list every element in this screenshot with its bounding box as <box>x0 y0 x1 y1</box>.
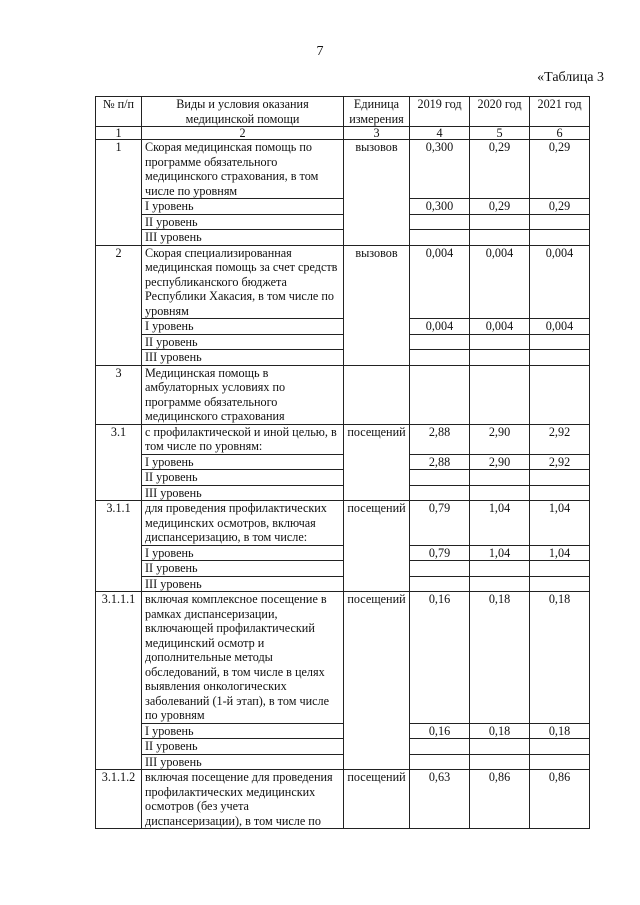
header-row <box>96 97 590 127</box>
value-2019 <box>410 350 470 366</box>
unit-cell: посещений <box>344 770 410 829</box>
value-2019: 0,79 <box>410 501 470 546</box>
value-2020 <box>470 485 530 501</box>
care-type-text: для проведения профилактических медицинских осмотров, включая диспансеризацию, в том числе: <box>142 501 344 546</box>
table-caption: «Таблица 3 <box>537 70 604 85</box>
header-unit: Единица измерения <box>344 97 410 127</box>
value-2021 <box>530 576 590 592</box>
care-type-text: Скорая медицинская помощь по программе обязательного медицинского страхования, в том числе по уровням <box>142 140 344 199</box>
value-2019 <box>410 561 470 577</box>
value-2021 <box>530 754 590 770</box>
value-2021 <box>530 334 590 350</box>
value-2021: 0,86 <box>530 770 590 829</box>
level-row <box>96 230 590 246</box>
value-2021: 2,92 <box>530 454 590 470</box>
level-row <box>96 319 590 335</box>
level-label: II уровень <box>142 214 344 230</box>
level-row <box>96 214 590 230</box>
value-2020 <box>470 214 530 230</box>
value-2020: 0,86 <box>470 770 530 829</box>
value-2020 <box>470 334 530 350</box>
value-2020 <box>470 470 530 486</box>
value-2021 <box>530 230 590 246</box>
level-label: I уровень <box>142 454 344 470</box>
value-2021: 0,004 <box>530 245 590 319</box>
value-2020: 0,004 <box>470 245 530 319</box>
value-2019 <box>410 739 470 755</box>
row-number: 2 <box>96 245 142 365</box>
unit-cell: вызовов <box>344 140 410 246</box>
value-2019: 0,16 <box>410 723 470 739</box>
value-2019: 0,300 <box>410 199 470 215</box>
column-numbering-row <box>96 127 590 140</box>
level-row <box>96 545 590 561</box>
value-2019: 0,004 <box>410 245 470 319</box>
value-2020: 1,04 <box>470 501 530 546</box>
column-index: 4 <box>410 127 470 140</box>
level-row <box>96 470 590 486</box>
value-2019: 2,88 <box>410 454 470 470</box>
level-row <box>96 739 590 755</box>
value-2021 <box>530 365 590 424</box>
value-2021 <box>530 470 590 486</box>
value-2021 <box>530 214 590 230</box>
level-row <box>96 754 590 770</box>
volume-table <box>95 96 590 829</box>
column-index: 2 <box>142 127 344 140</box>
level-label: III уровень <box>142 485 344 501</box>
level-label: II уровень <box>142 470 344 486</box>
level-label: I уровень <box>142 545 344 561</box>
column-index: 5 <box>470 127 530 140</box>
row-number: 1 <box>96 140 142 246</box>
value-2019: 2,88 <box>410 424 470 454</box>
value-2021: 2,92 <box>530 424 590 454</box>
value-2020: 0,004 <box>470 319 530 335</box>
value-2020 <box>470 576 530 592</box>
table-row <box>96 501 590 546</box>
unit-cell: вызовов <box>344 245 410 365</box>
header-2019: 2019 год <box>410 97 470 127</box>
level-label: I уровень <box>142 199 344 215</box>
level-label: III уровень <box>142 350 344 366</box>
value-2019: 0,63 <box>410 770 470 829</box>
value-2020: 0,29 <box>470 140 530 199</box>
level-label: I уровень <box>142 319 344 335</box>
level-row <box>96 454 590 470</box>
unit-cell: посещений <box>344 501 410 592</box>
row-number: 3 <box>96 365 142 424</box>
level-row <box>96 485 590 501</box>
value-2021 <box>530 485 590 501</box>
value-2020 <box>470 561 530 577</box>
row-number: 3.1.1 <box>96 501 142 592</box>
value-2019 <box>410 470 470 486</box>
value-2020 <box>470 350 530 366</box>
column-index: 1 <box>96 127 142 140</box>
value-2021: 1,04 <box>530 545 590 561</box>
value-2021: 0,18 <box>530 723 590 739</box>
level-row <box>96 199 590 215</box>
table-row <box>96 140 590 199</box>
value-2021 <box>530 350 590 366</box>
row-number: 3.1.1.2 <box>96 770 142 829</box>
value-2019 <box>410 230 470 246</box>
table-row <box>96 424 590 454</box>
page-number: 7 <box>316 44 324 59</box>
value-2020: 1,04 <box>470 545 530 561</box>
value-2020 <box>470 365 530 424</box>
care-type-text: включая комплексное посещение в рамках диспансеризации, включающей профилактический медицинский осмотр и дополнительные методы обследований, в том числе в целях выявления онкологических заболеваний (1-й этап), в том числе по уровням <box>142 592 344 724</box>
value-2020 <box>470 754 530 770</box>
row-number: 3.1.1.1 <box>96 592 142 770</box>
level-label: II уровень <box>142 739 344 755</box>
value-2019: 0,16 <box>410 592 470 724</box>
header-care-type: Виды и условия оказания медицинской помощи <box>142 97 344 127</box>
table-row <box>96 592 590 724</box>
column-index: 6 <box>530 127 590 140</box>
care-type-text: Медицинская помощь в амбулаторных условиях по программе обязательного медицинского страхования <box>142 365 344 424</box>
level-label: II уровень <box>142 334 344 350</box>
level-label: III уровень <box>142 754 344 770</box>
value-2021: 0,29 <box>530 140 590 199</box>
care-type-text: с профилактической и иной целью, в том числе по уровням: <box>142 424 344 454</box>
value-2020 <box>470 230 530 246</box>
header-2020: 2020 год <box>470 97 530 127</box>
care-type-text: Скорая специализированная медицинская помощь за счет средств республиканского бюджета Республики Хакасия, в том числе по уровням <box>142 245 344 319</box>
header-number: № п/п <box>96 97 142 127</box>
unit-cell <box>344 365 410 424</box>
value-2019 <box>410 214 470 230</box>
level-label: III уровень <box>142 576 344 592</box>
row-number: 3.1 <box>96 424 142 501</box>
level-label: I уровень <box>142 723 344 739</box>
value-2020 <box>470 739 530 755</box>
value-2019 <box>410 365 470 424</box>
value-2019 <box>410 334 470 350</box>
header-2021: 2021 год <box>530 97 590 127</box>
table-row <box>96 770 590 829</box>
unit-cell: посещений <box>344 592 410 770</box>
table-row <box>96 365 590 424</box>
value-2020: 0,18 <box>470 723 530 739</box>
level-row <box>96 576 590 592</box>
level-label: III уровень <box>142 230 344 246</box>
value-2021: 0,18 <box>530 592 590 724</box>
value-2019 <box>410 485 470 501</box>
value-2019: 0,300 <box>410 140 470 199</box>
level-row <box>96 561 590 577</box>
value-2020: 2,90 <box>470 424 530 454</box>
value-2020: 0,29 <box>470 199 530 215</box>
value-2020: 0,18 <box>470 592 530 724</box>
table-row <box>96 245 590 319</box>
value-2019 <box>410 754 470 770</box>
value-2021: 1,04 <box>530 501 590 546</box>
level-label: II уровень <box>142 561 344 577</box>
value-2019: 0,004 <box>410 319 470 335</box>
care-type-text: включая посещение для проведения профилактических медицинских осмотров (без учета диспансеризации), в том числе по <box>142 770 344 829</box>
level-row <box>96 723 590 739</box>
value-2019: 0,79 <box>410 545 470 561</box>
unit-cell: посещений <box>344 424 410 501</box>
level-row <box>96 350 590 366</box>
level-row <box>96 334 590 350</box>
value-2020: 2,90 <box>470 454 530 470</box>
value-2019 <box>410 576 470 592</box>
value-2021 <box>530 739 590 755</box>
column-index: 3 <box>344 127 410 140</box>
value-2021: 0,004 <box>530 319 590 335</box>
value-2021 <box>530 561 590 577</box>
value-2021: 0,29 <box>530 199 590 215</box>
